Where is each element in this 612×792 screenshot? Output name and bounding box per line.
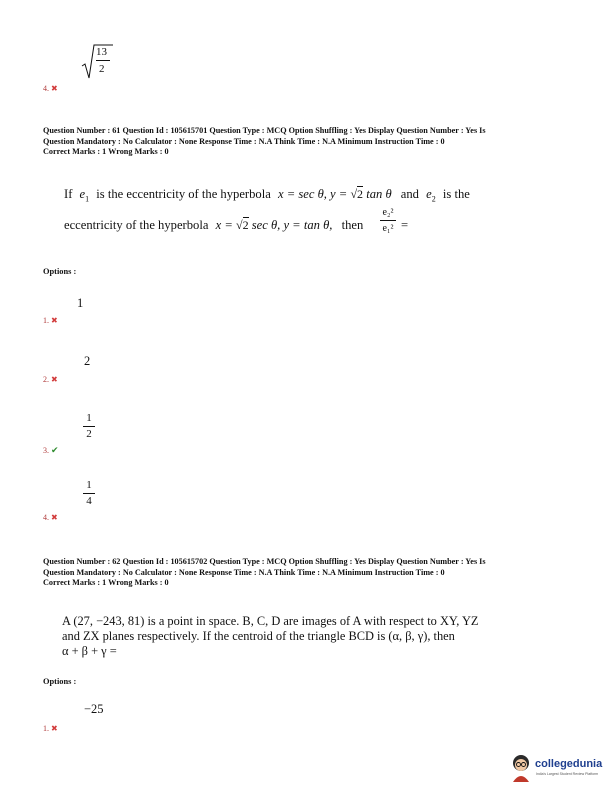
question-61-option-2[interactable]: 2. ✖: [43, 375, 58, 384]
question-62-options-label: Options :: [43, 677, 77, 686]
logo-name: collegedunia: [535, 758, 603, 770]
wrong-mark-icon: ✖: [51, 316, 58, 325]
question-61-option-4[interactable]: 4. ✖: [43, 513, 58, 522]
sqrt-denominator: 2: [99, 63, 105, 75]
question-61-option-4-value: 1 4: [83, 480, 95, 507]
sqrt-numerator: 13: [96, 46, 107, 58]
question-61-option-2-value: 2: [84, 354, 91, 368]
question-61-equals: =: [401, 218, 409, 232]
question-62-header: Question Number : 62 Question Id : 105615702 Question Type : MCQ Option Shuffling : Yes Display Question Number : Yes Is Question Mandatory : No Calculator : None Response Time : N.A Think Time : N.A Minimum Instruction Time : 0 Correct Marks : 1 Wrong Marks : 0: [43, 557, 486, 588]
student-mascot-icon: [508, 752, 534, 782]
correct-check-icon: ✔: [51, 445, 59, 455]
question-61-option-3-value: 1 2: [83, 413, 95, 440]
wrong-mark-icon: ✖: [51, 513, 58, 522]
question-61-header: Question Number : 61 Question Id : 105615701 Question Type : MCQ Option Shuffling : Yes Display Question Number : Yes Is Question Mandatory : No Calculator : None Response Time : N.A Think Time : N.A Minimum Instruction Time : 0 Correct Marks : 1 Wrong Marks : 0: [43, 126, 486, 157]
question-61-line1: If $e_1$ is the eccentricity of the hyperbola x = sec θ, y = √2 tan θ and $e_2$ is the: [64, 187, 470, 204]
question-61-ratio-fraction: e₂² e₁²: [380, 207, 396, 234]
question-61-option-1-value: 1: [77, 296, 84, 310]
question-62-option-1-value: −25: [84, 702, 104, 716]
question-61-options-label: Options :: [43, 267, 77, 276]
top-sqrt-fraction: [80, 42, 114, 82]
question-61-line2: eccentricity of the hyperbola x = √2 sec θ, y = tan θ, then: [64, 218, 364, 232]
collegedunia-logo: [508, 752, 610, 784]
question-61-option-1[interactable]: 1. ✖: [43, 316, 58, 325]
wrong-mark-icon: ✖: [51, 724, 58, 733]
wrong-mark-icon: ✖: [51, 375, 58, 384]
top-option-number: 4. ✖: [43, 84, 58, 93]
question-62-text: A (27, −243, 81) is a point in space. B, C, D are images of A with respect to XY, YZ and ZX planes respectively. If the centroid of the triangle BCD is (α, β, γ), then α + β + γ =: [62, 614, 479, 658]
question-62-option-1[interactable]: 1. ✖: [43, 724, 58, 733]
question-61-option-3[interactable]: 3. ✔: [43, 445, 59, 455]
sqrt-fraction-bar: [96, 60, 110, 61]
wrong-mark-icon: ✖: [51, 84, 58, 93]
logo-tagline: India's Largest Student Review Platform: [536, 772, 599, 776]
